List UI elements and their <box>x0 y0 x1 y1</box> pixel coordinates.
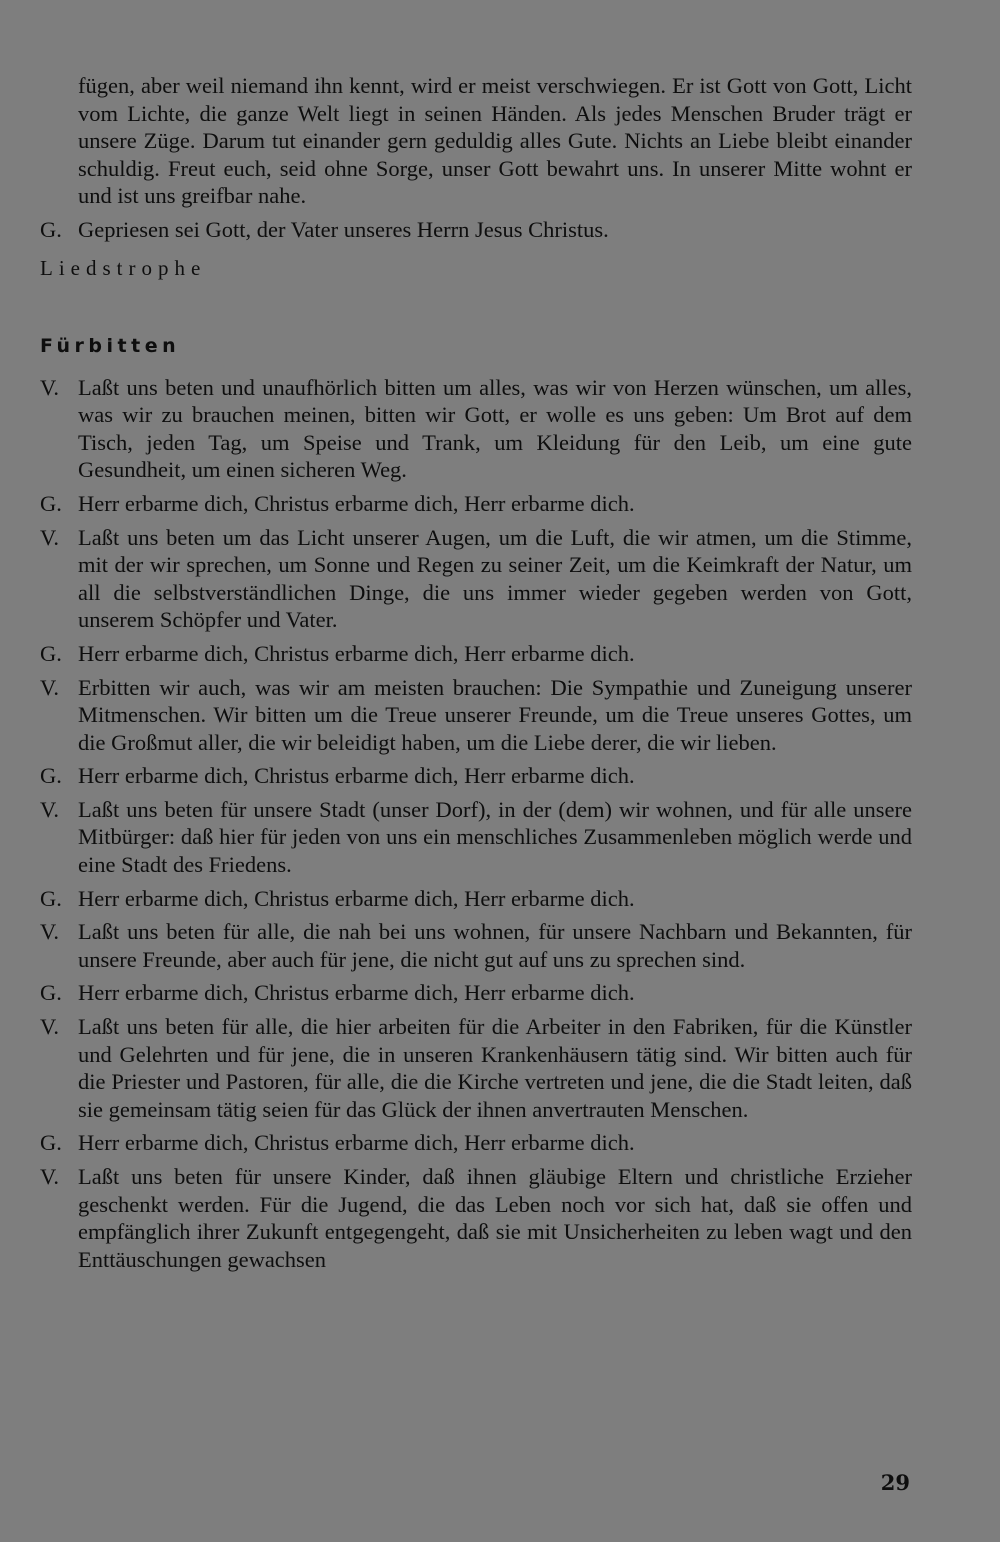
speaker-label: V. <box>40 919 59 945</box>
prayer-entry <box>40 674 912 757</box>
response-entry <box>40 979 912 1007</box>
speaker-label: G. <box>40 1130 62 1156</box>
fuerbitten-heading: Fürbitten <box>40 334 181 357</box>
response-text: Herr erbarme dich, Christus erbarme dich, Herr erbarme dich. <box>78 980 635 1006</box>
prayer-text: Laßt uns beten für unsere Stadt (unser Dorf), in der (dem) wir wohnen, und für alle unsere Mitbürger: daß hier für jeden von uns ein menschliches Zusammenleben möglich werde und eine Stadt des Friedens. <box>78 796 912 878</box>
prayer-entry <box>40 374 912 484</box>
prayer-text: Laßt uns beten für alle, die nah bei uns wohnen, für unsere Nachbarn und Bekannten, für unsere Freunde, aber auch für jene, die nicht gut auf uns zu sprechen sind. <box>78 919 912 972</box>
response-text: Herr erbarme dich, Christus erbarme dich, Herr erbarme dich. <box>78 640 635 666</box>
liedstrophe-heading: Liedstrophe <box>40 255 207 280</box>
intro-paragraph: fügen, aber weil niemand ihn kennt, wird er meist verschwiegen. Er ist Gott von Gott, Licht vom Lichte, die ganze Welt liegt in seinen Händen. Als jedes Menschen Bruder trägt er unsere Züge. Darum tut einander gern geduldig alles Gute. Nichts an Liebe bleibt einander schuldig. Freut euch, seid ohne Sorge, unser Gott bewahrt uns. In unserer Mitte wohnt er und ist uns greifbar nahe. <box>78 73 912 209</box>
prayer-entry <box>40 918 912 973</box>
prayer-text: Laßt uns beten für alle, die hier arbeiten für die Arbeiter in den Fabriken, für die Künstler und Gelehrten und für jene, die in unseren Krankenhäusern tätig sind. Wir bitten auch für die Priester und Pastoren, für alle, die die Kirche vertreten und jene, die die Stadt leiten, daß sie gemeinsam tätig seien für das Glück der ihnen anvertrauten Menschen. <box>78 1014 912 1122</box>
response-entry <box>40 762 912 790</box>
response-text: Herr erbarme dich, Christus erbarme dich, Herr erbarme dich. <box>78 490 635 516</box>
speaker-label: G. <box>40 490 62 516</box>
prayer-entry <box>40 1163 912 1273</box>
speaker-label: G. <box>40 640 62 666</box>
speaker-label: V. <box>40 524 59 550</box>
prayer-entry <box>40 524 912 634</box>
speaker-label: G. <box>40 885 62 911</box>
speaker-label: V. <box>40 796 59 822</box>
intro-response <box>40 216 912 244</box>
response-entry <box>40 640 912 668</box>
prayer-entry <box>40 1013 912 1123</box>
response-text: Herr erbarme dich, Christus erbarme dich, Herr erbarme dich. <box>78 1130 635 1156</box>
response-text: Herr erbarme dich, Christus erbarme dich, Herr erbarme dich. <box>78 763 635 789</box>
speaker-label: G. <box>40 980 62 1006</box>
response-text: Gepriesen sei Gott, der Vater unseres Herrn Jesus Christus. <box>78 216 609 242</box>
page-number: 29 <box>880 1470 910 1495</box>
speaker-label: V. <box>40 374 59 400</box>
speaker-label: V. <box>40 674 59 700</box>
response-entry <box>40 1129 912 1157</box>
prayer-text: Laßt uns beten für unsere Kinder, daß ihnen gläubige Eltern und christliche Erzieher geschenkt werden. Für die Jugend, die das Leben noch vor sich hat, daß sie offen und empfänglich ihrer Zukunft entgegengeht, daß sie mit Unsicherheiten zu leben wagt und den Enttäuschungen gewachsen <box>78 1164 912 1272</box>
prayer-text: Laßt uns beten um das Licht unserer Augen, um die Luft, die wir atmen, um die Stimme, mit der wir sprechen, um Sonne und Regen zu seiner Zeit, um die Keimkraft der Natur, um all die selbstverständlichen Dinge, die uns immer wieder gegeben werden von Gott, unserem Schöpfer und Vater. <box>78 524 912 633</box>
prayer-text: Erbitten wir auch, was wir am meisten brauchen: Die Sympathie und Zuneigung unserer Mitmenschen. Wir bitten um die Treue unserer Freunde, um die Treue unseres Gottes, um die Großmut aller, die wir beleidigt haben, um die Liebe derer, die wir lieben. <box>78 674 912 755</box>
response-entry <box>40 885 912 913</box>
prayer-text: Laßt uns beten und unaufhörlich bitten um alles, was wir von Herzen wünschen, um alles, was wir zu brauchen meinen, bitten wir Gott, er wolle es uns geben: Um Brot auf dem Tisch, jeden Tag, um Speise und Trank, um Kleidung für den Leib, um eine gute Gesundheit, um einen sicheren Weg. <box>78 374 912 483</box>
document-page <box>40 72 912 1279</box>
speaker-label: G. <box>40 216 62 242</box>
speaker-label: G. <box>40 763 62 789</box>
speaker-label: V. <box>40 1014 59 1040</box>
response-entry <box>40 490 912 518</box>
speaker-label: V. <box>40 1164 59 1189</box>
fuerbitten-list <box>40 374 912 1274</box>
prayer-entry <box>40 796 912 879</box>
response-text: Herr erbarme dich, Christus erbarme dich, Herr erbarme dich. <box>78 885 635 911</box>
